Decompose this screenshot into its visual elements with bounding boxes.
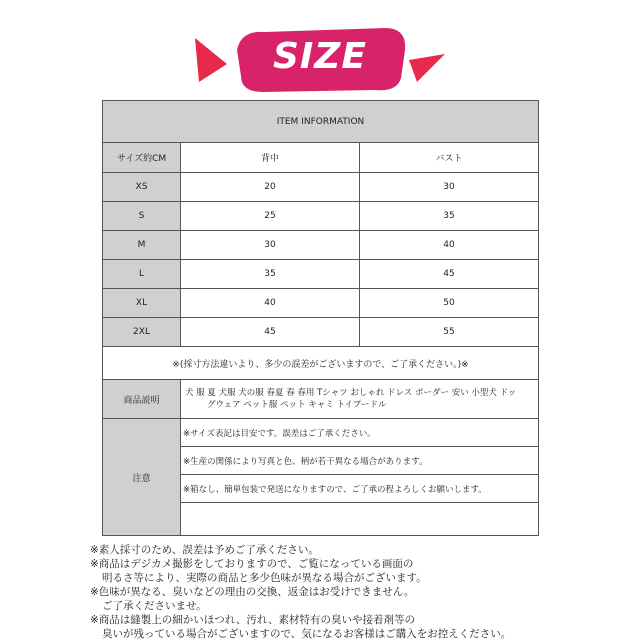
footer-line: ※色味が異なる、臭いなどの理由の交換、返金はお受けできません。: [90, 586, 415, 598]
caution-item: ※生産の関係により写真と色、柄が若干異なる場合があります。: [181, 447, 538, 475]
footer-line: ※商品は縫製上の細かいほつれ、汚れ、素材特有の臭いや接着剤等の: [90, 614, 416, 626]
footer-line: ※素人採寸のため、誤差は予めご了承ください。: [90, 544, 319, 556]
product-desc-line: グウェア ペット服 ペット キャミ トイプードル: [207, 400, 387, 410]
back-cell: 25: [181, 202, 360, 231]
size-cell: 2XL: [103, 318, 181, 347]
table-row: [103, 231, 539, 260]
product-desc-line: 犬 服 夏 犬服 犬の服 春夏 春 春用 Tシャツ おしゃれ ドレス ボーダー 安い 小型犬 ドッ: [185, 388, 517, 398]
footer-line: ご了承くださいませ。: [102, 600, 207, 612]
caution-item-empty: [181, 503, 538, 531]
footer-line: 明るさ等により、実際の商品と多少色味が異なる場合がございます。: [102, 572, 427, 584]
product-label: 商品説明: [103, 380, 181, 419]
size-table: [102, 100, 539, 536]
table-row: [103, 289, 539, 318]
size-cell: S: [103, 202, 181, 231]
footer-line: 臭いが残っている場合がございますので、気になるお客様はご購入をお控えください。: [102, 628, 512, 640]
caution-item: ※サイズ表記は目安です。誤差はご了承ください。: [181, 419, 538, 447]
col-header-bust: バスト: [360, 143, 539, 173]
table-row: [103, 260, 539, 289]
product-description: [181, 380, 539, 419]
table-row: [103, 318, 539, 347]
measure-note: ※(採寸方法違いより、多少の誤差がございますので、ご了承ください。)※: [103, 347, 539, 380]
size-cell: M: [103, 231, 181, 260]
footer-notes: [90, 543, 630, 641]
bust-cell: 50: [360, 289, 539, 318]
caution-label: 注意: [103, 419, 181, 536]
caution-item: ※箱なし、簡単包装で発送になりますので、ご了承の程よろしくお願いします。: [181, 475, 538, 503]
bust-cell: 40: [360, 231, 539, 260]
back-cell: 40: [181, 289, 360, 318]
bust-cell: 35: [360, 202, 539, 231]
table-row: [103, 173, 539, 202]
size-cell: L: [103, 260, 181, 289]
back-cell: 35: [181, 260, 360, 289]
back-cell: 20: [181, 173, 360, 202]
size-cell: XS: [103, 173, 181, 202]
table-row: [103, 202, 539, 231]
footer-line: ※商品はデジカメ撮影をしておりますので、ご覧になっている画面の: [90, 558, 414, 570]
col-header-size: サイズ約CM: [103, 143, 181, 173]
caution-list: [181, 419, 539, 536]
bust-cell: 45: [360, 260, 539, 289]
table-header: ITEM INFORMATION: [103, 101, 539, 143]
size-banner: [185, 20, 455, 96]
back-cell: 45: [181, 318, 360, 347]
size-cell: XL: [103, 289, 181, 318]
col-header-back: 背中: [181, 143, 360, 173]
banner-title: SIZE: [272, 36, 368, 77]
back-cell: 30: [181, 231, 360, 260]
bust-cell: 55: [360, 318, 539, 347]
bust-cell: 30: [360, 173, 539, 202]
